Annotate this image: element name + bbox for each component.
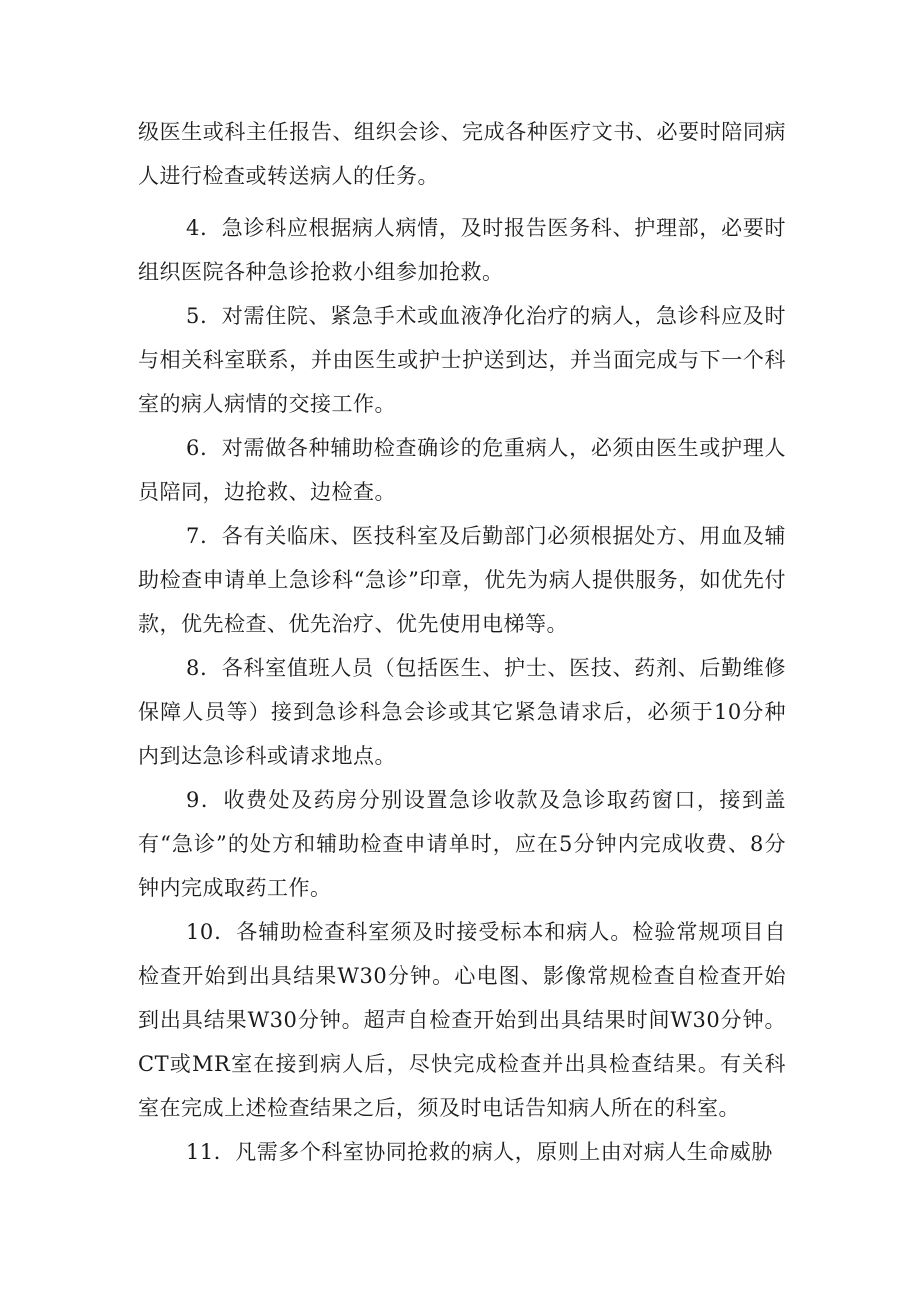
paragraph-gap xyxy=(138,198,786,206)
paragraph-continuation: 级医生或科主任报告、组织会诊、完成各种医疗文书、必要时陪同病人进行检查或转送病人的任务。 xyxy=(138,120,786,188)
document-body xyxy=(138,110,786,1174)
paragraph-item-4: 4．急诊科应根据病人病情，及时报告医务科、护理部，必要时组织医院各种急诊抢救小组参加抢救。 xyxy=(138,216,786,284)
paragraph-item-6: 6．对需做各种辅助检查确诊的危重病人，必须由医生或护理人员陪同，边抢救、边检查。 xyxy=(138,436,786,504)
paragraph-item-5: 5．对需住院、紧急手术或血液净化治疗的病人，急诊科应及时与相关科室联系，并由医生或护士护送到达，并当面完成与下一个科室的病人病情的交接工作。 xyxy=(138,304,786,416)
paragraph-item-7: 7．各有关临床、医技科室及后勤部门必须根据处方、用血及辅助检查申请单上急诊科“急诊”印章，优先为病人提供服务，如优先付款，优先检查、优先治疗、优先使用电梯等。 xyxy=(138,524,786,636)
paragraph-item-8: 8．各科室值班人员（包括医生、护士、医技、药剂、后勤维修保障人员等）接到急诊科急会诊或其它紧急请求后，必须于10分种内到达急诊科或请求地点。 xyxy=(138,656,786,768)
paragraph-item-11: 11．凡需多个科室协同抢救的病人，原则上由对病人生命威胁 xyxy=(186,1140,773,1164)
paragraph-item-10: 10．各辅助检查科室须及时接受标本和病人。检验常规项目自检查开始到出具结果W30分钟。心电图、影像常规检查自检查开始到出具结果W30分钟。超声自检查开始到出具结果时间W30分钟。CT或MR室在接到病人后，尽快完成检查并出具检查结果。有关科室在完成上述检查结果之后，须及时电话告知病人所在的科室。 xyxy=(138,920,786,1120)
paragraph-item-9: 9．收费处及药房分别设置急诊收款及急诊取药窗口，接到盖有“急诊”的处方和辅助检查申请单时，应在5分钟内完成收费、8分钟内完成取药工作。 xyxy=(138,788,786,900)
